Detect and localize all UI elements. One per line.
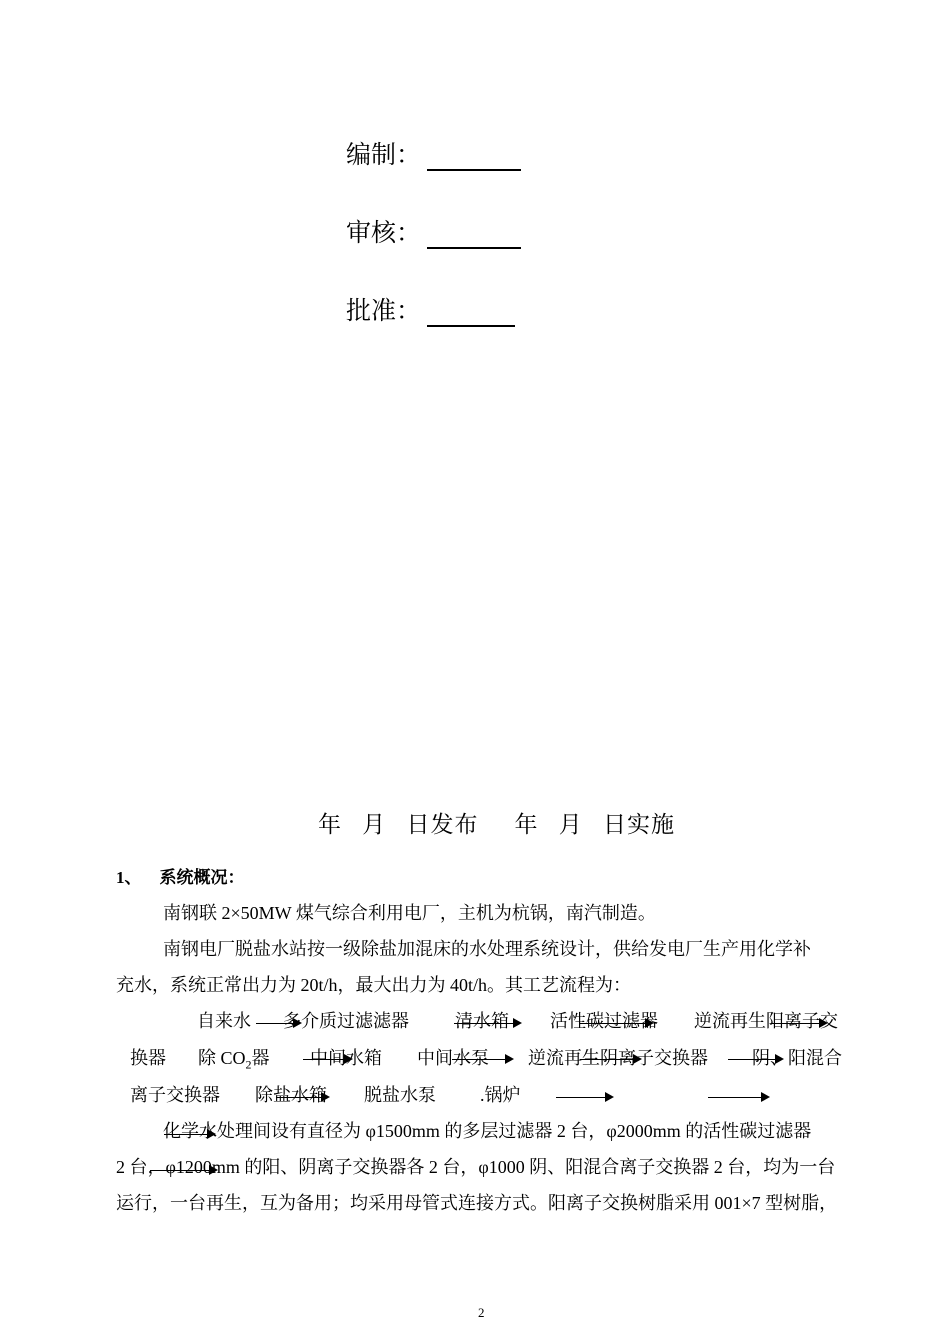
implement-date: 年 月 日实施 <box>514 812 675 837</box>
flow-arrow-icon <box>454 1023 520 1024</box>
review-label: 审核： <box>346 220 422 247</box>
flow-item: 阴、阳混合 <box>752 1048 842 1068</box>
flow-item: 除 $CO_2$器 <box>198 1048 270 1072</box>
paragraph-3-line-3: 运行，一台再生，互为备用；均采用母管式连接方式。阳离子交换树脂采用 001×7 型树脂， <box>116 1193 838 1213</box>
compile-row <box>346 135 521 171</box>
flow-item: 逆流再生阴离子交换器 <box>528 1048 708 1068</box>
date-line <box>318 806 675 839</box>
flow-arrow-icon <box>708 1097 768 1098</box>
paragraph-3-line-1: 化学水处理间设有直径为 φ1500mm 的多层过滤器 2 台，φ2000mm 的活性碳过滤器 <box>163 1121 812 1141</box>
flow-arrow-icon <box>556 1097 612 1098</box>
flow-item: 活性碳过滤器 <box>550 1011 658 1031</box>
review-row <box>346 213 521 249</box>
approve-label: 批准： <box>346 298 422 325</box>
flow-item: 中间水箱 <box>310 1048 382 1068</box>
flow-item: 脱盐水泵 <box>364 1085 436 1105</box>
flow-item: 换器 <box>130 1048 166 1068</box>
flow-item: 逆流再生阳离子交 <box>694 1011 838 1031</box>
flow-arrow-icon <box>728 1059 782 1060</box>
flow-arrow-icon <box>580 1023 652 1024</box>
paragraph-3-line-2: 2 台，φ1200mm 的阳、阴离子交换器各 2 台，φ1000 阴、阳混合离子交换器 2 台，均为一台 <box>116 1157 836 1177</box>
flow-arrow-icon <box>276 1097 328 1098</box>
paragraph-1: 南钢联 2×50MW 煤气综合利用电厂，主机为杭锅，南汽制造。 <box>163 903 656 923</box>
publish-date: 年 月 日发布 <box>318 812 479 837</box>
flow-item: 离子交换器 <box>130 1085 220 1105</box>
flow-arrow-icon <box>256 1023 300 1024</box>
page-number: 2 <box>478 1305 485 1320</box>
compile-blank <box>427 145 521 171</box>
compile-label: 编制： <box>346 142 422 169</box>
flow-item: 清水箱 <box>455 1011 509 1031</box>
review-blank <box>427 223 521 249</box>
approve-row <box>346 291 515 327</box>
flow-arrow-icon <box>772 1023 826 1024</box>
section-number: 1、 <box>116 868 142 887</box>
approve-blank <box>427 301 515 327</box>
flow-item: 中间水泵 <box>417 1048 489 1068</box>
section-title: 系统概况： <box>159 868 245 887</box>
flow-item: 自来水 <box>197 1011 251 1031</box>
flow-arrow-icon <box>580 1059 640 1060</box>
flow-item: .锅炉 <box>480 1085 521 1105</box>
flow-arrow-icon <box>303 1059 351 1060</box>
flow-item: 除盐水箱 <box>255 1085 327 1105</box>
flow-arrow-icon <box>452 1059 512 1060</box>
paragraph-2-line-2: 充水，系统正常出力为 20t/h，最大出力为 40t/h。其工艺流程为： <box>116 975 632 995</box>
section-heading <box>116 863 245 888</box>
flow-item: 多介质过滤滤器 <box>283 1011 409 1031</box>
paragraph-2-line-1: 南钢电厂脱盐水站按一级除盐加混床的水处理系统设计，供给发电厂生产用化学补 <box>163 939 811 959</box>
